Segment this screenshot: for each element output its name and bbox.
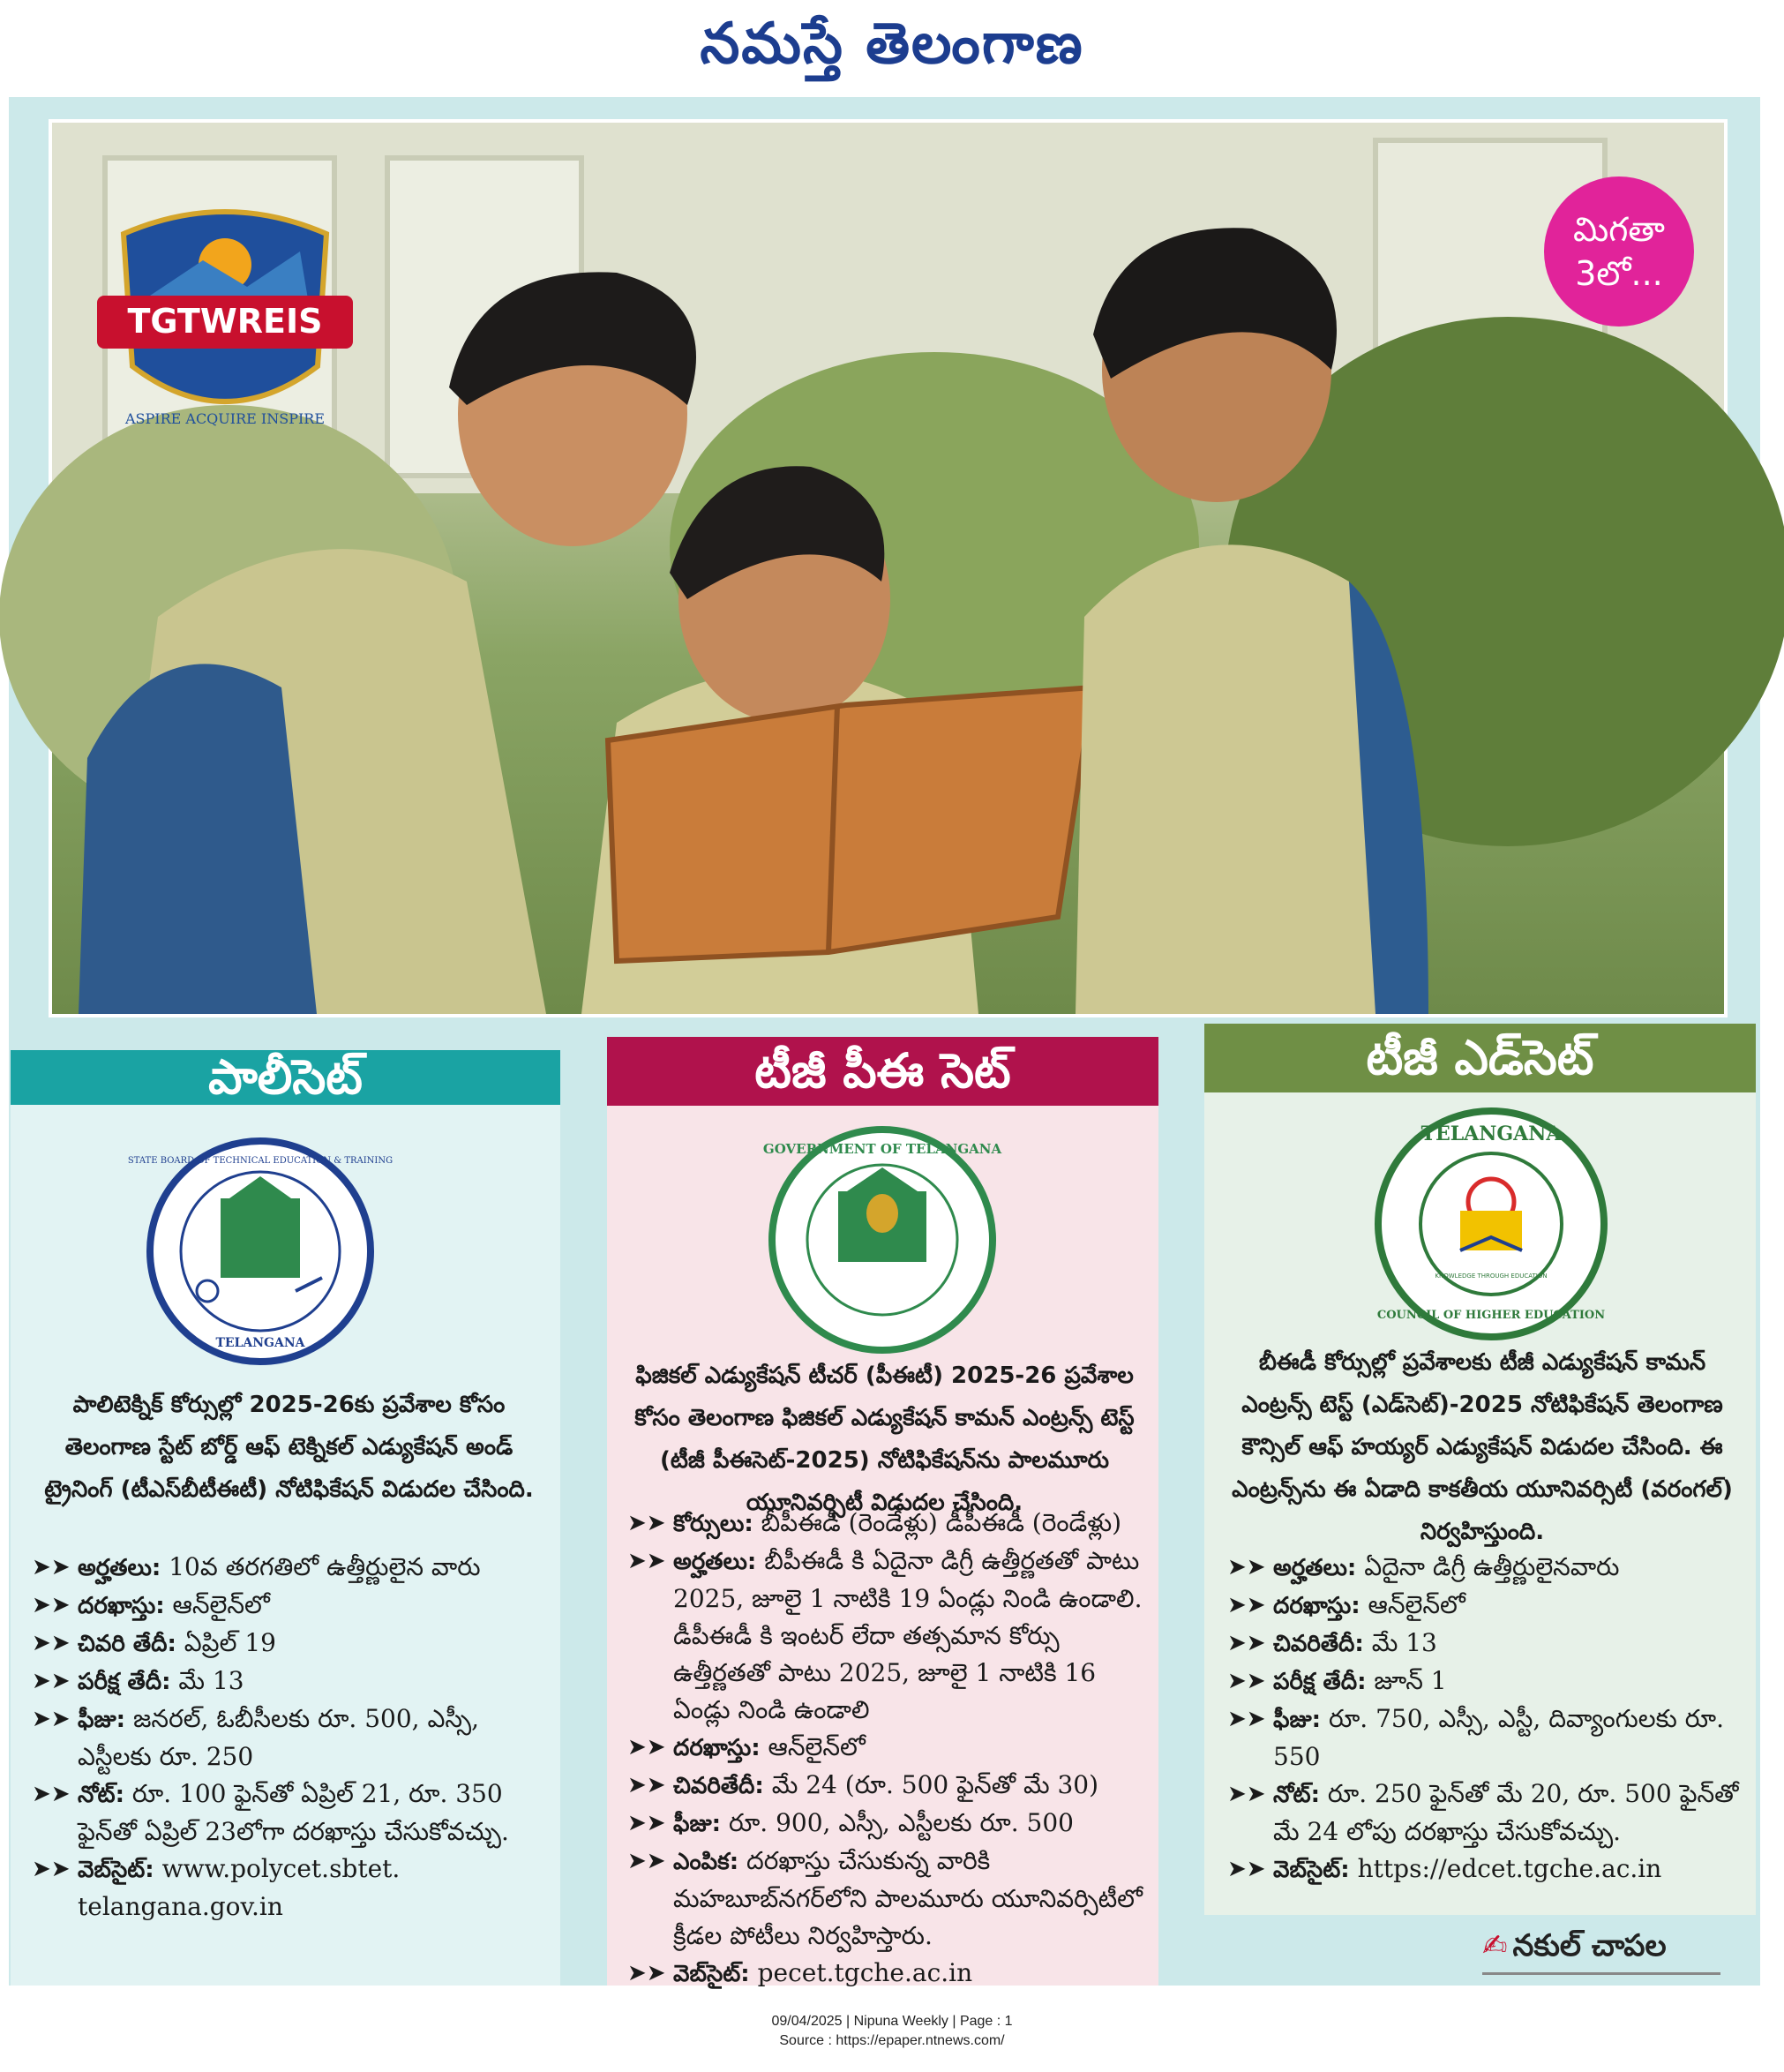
list-item: ➤➤ ఫీజు: రూ. 750, ఎస్సీ, ఎస్టీ, దివ్యాంగులకు రూ. 550	[1227, 1704, 1724, 1771]
tgche-logo-ring: COUNCIL OF HIGHER EDUCATION	[1376, 1309, 1606, 1322]
item-value: https://edcet.tgche.ac.in	[1357, 1854, 1662, 1883]
bubble-line-1: మిగతా	[1573, 210, 1665, 249]
item-label: నోట్:	[78, 1782, 125, 1808]
polycet-heading: పాలీసెట్	[11, 1050, 560, 1105]
item-label: నోట్:	[1273, 1782, 1321, 1808]
polycet-intro: పాలిటెక్నిక్ కోర్సుల్లో 2025-26కు ప్రవేశాల కోసం తెలంగాణ స్టేట్ బోర్డ్ ఆఫ్ టెక్నికల్ ఎడ్యుకేషన్ అండ్ ట్రైనింగ్ (టీఎస్‌బీటీఈటీ) నోటిఫికేషన్ విడుదల చేసింది.	[44, 1392, 534, 1503]
byline-text: నకుల్ చాపల	[1512, 1928, 1667, 1963]
item-value: ఆన్‌లైన్‌లో	[172, 1590, 270, 1619]
item-label: ఎంపిక:	[673, 1849, 739, 1875]
continued-bubble	[1544, 176, 1694, 327]
tgche-logo-top: TELANGANA	[1420, 1122, 1562, 1145]
polycet-details	[26, 1549, 547, 1926]
tgtwreis-logo-motto: ASPIRE ACQUIRE INSPIRE	[124, 410, 326, 427]
item-value: pecet.tgche.ac.in	[757, 1958, 973, 1987]
list-item: ➤➤ వెబ్‌సైట్: https://edcet.tgche.ac.in	[1227, 1854, 1662, 1883]
pecet-details	[622, 1505, 1151, 1993]
list-item: ➤➤ ఫీజు: రూ. 900, ఎస్సీ, ఎస్టీలకు రూ. 500	[627, 1808, 1074, 1837]
list-item: ➤➤ చివరితేదీ: మే 24 (రూ. 500 ఫైన్‌తో మే 30)	[627, 1770, 1099, 1799]
author-byline	[1482, 1919, 1720, 1975]
item-label: చివరితేదీ:	[673, 1773, 764, 1799]
footer-line-1: 09/04/2025 | Nipuna Weekly | Page : 1	[771, 2014, 1013, 2029]
list-item: ➤➤ నోట్: రూ. 250 ఫైన్‌తో మే 20, రూ. 500 ఫైన్‌తో మే 24 లోపు దరఖాస్తు చేసుకోవచ్చు.	[1227, 1779, 1739, 1846]
item-value: మే 13	[178, 1666, 244, 1695]
item-value: దరఖాస్తు చేసుకున్న వారికి మహబూబ్‌నగర్‌లోని పాలమూరు యూనివర్సిటీలో క్రీడల పోటీలు నిర్వహిస్తారు.	[673, 1846, 1143, 1950]
bubble-line-2: 3లో...	[1575, 254, 1663, 293]
item-label: పరీక్ష తేదీ:	[78, 1669, 171, 1695]
sbtet-logo	[127, 1137, 394, 1366]
tgtwreis-logo	[97, 199, 353, 437]
list-item: ➤➤ దరఖాస్తు: ఆన్‌లైన్‌లో	[627, 1732, 866, 1761]
pen-icon: ✍	[1482, 1928, 1508, 1963]
item-label: ఫీజు:	[78, 1707, 126, 1733]
item-value: 10వ తరగతిలో ఉత్తీర్ణులైన వారు	[169, 1552, 481, 1581]
item-label: పరీక్ష తేదీ:	[1273, 1669, 1367, 1695]
tgche-logo-motto: KNOWLEDGE THROUGH EDUCATION	[1435, 1272, 1548, 1280]
list-item: ➤➤ ఎంపిక: దరఖాస్తు చేసుకున్న వారికి మహబూబ్‌నగర్‌లోని పాలమూరు యూనివర్సిటీలో క్రీడల పోటీలు నిర్వహిస్తారు.	[627, 1846, 1143, 1950]
item-value: బీపీఈడీ (రెండేళ్లు) డీపీఈడీ (రెండేళ్లు)	[761, 1508, 1122, 1537]
item-label: అర్హతలు:	[78, 1555, 161, 1581]
list-item: ➤➤ దరఖాస్తు: ఆన్‌లైన్‌లో	[1227, 1590, 1465, 1619]
item-value: రూ. 100 ఫైన్‌తో ఏప్రిల్ 21, రూ. 350 ఫైన్‌తో ఏప్రిల్ 23లోగా దరఖాస్తు చేసుకోవచ్చు.	[78, 1779, 509, 1846]
footer-source-link[interactable]: Source : https://epaper.ntnews.com/	[779, 2033, 1005, 2048]
list-item: ➤➤ కోర్సులు: బీపీఈడీ (రెండేళ్లు) డీపీఈడీ (రెండేళ్లు)	[627, 1508, 1122, 1537]
edcet-intro: బీఈడీ కోర్సుల్లో ప్రవేశాలకు టీజీ ఎడ్యుకేషన్ కామన్ ఎంట్రన్స్ టెస్ట్ (ఎడ్‌సెట్)-2025 నోటిఫికేషన్ తెలంగాణ కౌన్సిల్ ఆఫ్ హయ్యర్ ఎడ్యుకేషన్ విడుదల చేసింది. ఈ ఎంట్రన్స్‌ను ఈ ఏడాది కాకతీయ యూనివర్సిటీ (వరంగల్) నిర్వహిస్తుంది.	[1232, 1349, 1733, 1545]
item-value: ఏదైనా డిగ్రీ ఉత్తీర్ణులైనవారు	[1364, 1552, 1620, 1581]
item-value: జూన్ 1	[1374, 1666, 1447, 1695]
telangana-govt-logo-text: GOVERNMENT OF TELANGANA	[762, 1141, 1002, 1157]
item-value: రూ. 900, ఎస్సీ, ఎస్టీలకు రూ. 500	[728, 1808, 1074, 1837]
item-label: ఫీజు:	[673, 1811, 722, 1837]
list-item: ➤➤ దరఖాస్తు: ఆన్‌లైన్‌లో	[32, 1590, 270, 1619]
item-value: రూ. 250 ఫైన్‌తో మే 20, రూ. 500 ఫైన్‌తో మే 24 లోపు దరఖాస్తు చేసుకోవచ్చు.	[1273, 1779, 1739, 1846]
item-label: అర్హతలు:	[673, 1549, 757, 1575]
item-value: మే 24 (రూ. 500 ఫైన్‌తో మే 30)	[771, 1770, 1099, 1799]
list-item: ➤➤ అర్హతలు: ఏదైనా డిగ్రీ ఉత్తీర్ణులైనవారు	[1227, 1552, 1620, 1581]
item-label: దరఖాస్తు:	[673, 1735, 761, 1761]
item-value: జనరల్, ఓబీసీలకు రూ. 500, ఎస్సీ, ఎస్టీలకు రూ. 250	[78, 1704, 480, 1771]
item-label: వెబ్‌సైట్:	[78, 1857, 154, 1883]
item-label: ఫీజు:	[1273, 1707, 1322, 1733]
list-item: ➤➤ ఫీజు: జనరల్, ఓబీసీలకు రూ. 500, ఎస్సీ, ఎస్టీలకు రూ. 250	[32, 1704, 480, 1771]
edcet-details	[1222, 1549, 1743, 1888]
item-label: దరఖాస్తు:	[1273, 1593, 1360, 1619]
edcet-heading: టీజీ ఎడ్‌సెట్	[1204, 1024, 1756, 1092]
list-item: ➤➤ వెబ్‌సైట్: pecet.tgche.ac.in	[627, 1958, 973, 1987]
item-value: ఆన్‌లైన్‌లో	[768, 1732, 866, 1761]
item-value: ఆన్‌లైన్‌లో	[1368, 1590, 1465, 1619]
pecet-intro: ఫిజికల్ ఎడ్యుకేషన్ టీచర్ (పీఈటీ) 2025-26 ప్రవేశాల కోసం తెలంగాణ ఫిజికల్ ఎడ్యుకేషన్ కామన్ ఎంట్రన్స్ టెస్ట్ (టీజీ పీఈసెట్-2025) నోటిఫికేషన్‌ను పాలమూరు యూనివర్సిటీ విడుదల చేసింది.	[634, 1363, 1135, 1516]
list-item: ➤➤ పరీక్ష తేదీ: జూన్ 1	[1227, 1666, 1447, 1695]
item-label: కోర్సులు:	[673, 1511, 753, 1537]
list-item: ➤➤ వెబ్‌సైట్: www.polycet.sbtet. telangana.gov.in	[32, 1854, 401, 1921]
telangana-govt-logo	[762, 1125, 1002, 1355]
item-label: వెబ్‌సైట్:	[673, 1961, 750, 1987]
item-value: బీపీఈడీ కి ఏదైనా డిగ్రీ ఉత్తీర్ణతతో పాటు 2025, జూలై 1 నాటికి 19 ఏండ్లు నిండి ఉండాలి. డీపీఈడీ కి ఇంటర్ లేదా తత్సమాన కోర్సు ఉత్తీర్ణతతో పాటు 2025, జూలై 1 నాటికి 16 ఏండ్లు నిండి ఉండాలి	[673, 1546, 1143, 1724]
item-label: వెబ్‌సైట్:	[1273, 1857, 1350, 1883]
tgche-logo	[1372, 1105, 1610, 1343]
item-label: చివరి తేదీ:	[78, 1631, 176, 1657]
item-label: అర్హతలు:	[1273, 1555, 1357, 1581]
list-item: ➤➤ పరీక్ష తేదీ: మే 13	[32, 1666, 244, 1695]
item-label: దరఖాస్తు:	[78, 1593, 165, 1619]
item-value: ఏప్రిల్ 19	[184, 1628, 276, 1657]
masthead-title: నమస్తే తెలంగాణ	[700, 11, 1084, 77]
item-label: చివరితేదీ:	[1273, 1631, 1364, 1657]
list-item: ➤➤ చివరి తేదీ: ఏప్రిల్ 19	[32, 1628, 276, 1657]
list-item: ➤➤ అర్హతలు: 10వ తరగతిలో ఉత్తీర్ణులైన వారు	[32, 1552, 481, 1581]
list-item: ➤➤ నోట్: రూ. 100 ఫైన్‌తో ఏప్రిల్ 21, రూ. 350 ఫైన్‌తో ఏప్రిల్ 23లోగా దరఖాస్తు చేసుకోవచ్చు.	[32, 1779, 509, 1846]
item-value: www.polycet.sbtet. telangana.gov.in	[78, 1854, 401, 1921]
sbtet-logo-text: STATE BOARD OF TECHNICAL EDUCATION & TRAINING	[127, 1156, 394, 1166]
pecet-heading: టీజీ పీఈ సెట్	[607, 1037, 1158, 1106]
list-item: ➤➤ అర్హతలు: బీపీఈడీ కి ఏదైనా డిగ్రీ ఉత్తీర్ణతతో పాటు 2025, జూలై 1 నాటికి 19 ఏండ్లు నిండి ఉండాలి. డీపీఈడీ కి ఇంటర్ లేదా తత్సమాన కోర్సు ఉత్తీర్ణతతో పాటు 2025, జూలై 1 నాటికి 16 ఏండ్లు నిండి ఉండాలి	[627, 1546, 1143, 1724]
list-item: ➤➤ చివరితేదీ: మే 13	[1227, 1628, 1437, 1657]
item-value: రూ. 750, ఎస్సీ, ఎస్టీ, దివ్యాంగులకు రూ. 550	[1273, 1704, 1724, 1771]
item-value: మే 13	[1371, 1628, 1437, 1657]
page-footer	[0, 2012, 1784, 2051]
sbtet-logo-sub: TELANGANA	[215, 1336, 305, 1350]
tgtwreis-logo-text: TGTWREIS	[127, 302, 323, 341]
